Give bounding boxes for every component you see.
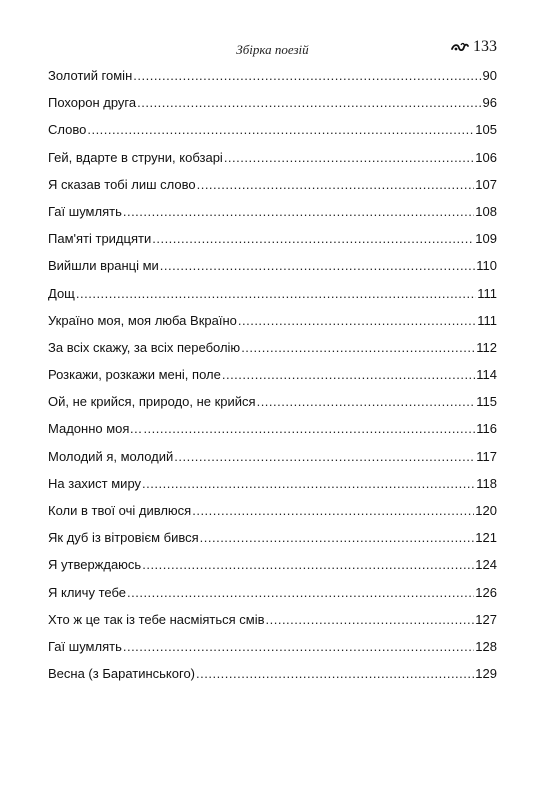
toc-entry-title: Гаї шумлять <box>48 203 122 219</box>
dot-leader <box>87 122 474 137</box>
dot-leader <box>123 204 474 219</box>
header-right <box>451 38 497 56</box>
dot-leader <box>222 367 475 382</box>
toc-entry-page: 115 <box>476 394 497 410</box>
toc-entry-title: Дощ <box>48 285 75 301</box>
toc-entry-page: 126 <box>475 584 497 600</box>
dot-leader <box>257 394 476 409</box>
toc-entry <box>48 340 497 367</box>
header-title: Збірка поезій <box>236 42 309 57</box>
toc-entry-page: 108 <box>475 203 497 219</box>
toc-entry <box>48 449 497 476</box>
toc-entry <box>48 503 497 530</box>
dot-leader <box>143 421 475 436</box>
page-number: 133 <box>473 38 497 55</box>
toc-entry <box>48 530 497 557</box>
fleuron-icon <box>451 41 469 53</box>
toc-entry-page: 111 <box>477 285 497 301</box>
dot-leader <box>152 231 474 246</box>
toc-entry-title: Гей, вдарте в струни, кобзарі <box>48 149 223 165</box>
toc-entry-page: 106 <box>475 149 497 165</box>
dot-leader <box>123 639 474 654</box>
toc-entry-page: 128 <box>475 638 497 654</box>
dot-leader <box>160 258 475 273</box>
toc-entry-title: На захист миру <box>48 475 142 491</box>
toc-entry-title: Україно моя, моя люба Вкраїно <box>48 312 237 328</box>
toc-entry-title: Молодий я, молодий <box>48 448 174 464</box>
toc-entry <box>48 204 497 231</box>
toc-entry-title: Хто ж це так із тебе насміяться смів <box>48 611 265 627</box>
toc-entry-page: 96 <box>482 95 497 111</box>
toc-entry-title: За всіх скажу, за всіх переболію <box>48 339 241 355</box>
toc-entry <box>48 394 497 421</box>
dot-leader <box>142 557 474 572</box>
toc-entry-title: Слово <box>48 122 87 138</box>
toc-entry-page: 111 <box>477 312 497 328</box>
toc-entry-page: 114 <box>476 367 497 383</box>
toc-entry <box>48 476 497 503</box>
toc-entry <box>48 150 497 177</box>
toc-entry-title: Я кличу тебе <box>48 584 126 600</box>
table-of-contents <box>48 68 497 693</box>
toc-entry-page: 109 <box>475 231 497 247</box>
toc-entry <box>48 177 497 204</box>
toc-entry <box>48 68 497 95</box>
dot-leader <box>266 612 475 627</box>
toc-entry-title: Вийшли вранці ми <box>48 258 159 274</box>
toc-entry <box>48 286 497 313</box>
toc-entry <box>48 122 497 149</box>
toc-entry-title: Гаї шумлять <box>48 638 122 654</box>
dot-leader <box>224 150 474 165</box>
toc-entry <box>48 421 497 448</box>
toc-entry-title: Весна (з Баратинського) <box>48 666 196 682</box>
toc-entry-title: Я сказав тобі лиш слово <box>48 176 196 192</box>
toc-entry-title: Як дуб із вітровієм бився <box>48 530 199 546</box>
toc-entry-page: 120 <box>475 503 497 518</box>
running-header <box>48 38 497 62</box>
toc-entry-title: Золотий гомін <box>48 68 133 83</box>
toc-entry-title: Пам'яті тридцяти <box>48 231 152 247</box>
toc-entry <box>48 367 497 394</box>
toc-entry-page: 117 <box>476 448 497 464</box>
toc-entry-title: Я утверждаюсь <box>48 557 142 573</box>
toc-entry-page: 112 <box>476 339 497 355</box>
dot-leader <box>196 666 474 681</box>
toc-entry-title: Ой, не крийся, природо, не крийся <box>48 394 256 410</box>
toc-entry-title: Мадонно моя… <box>48 421 143 437</box>
dot-leader <box>142 476 475 491</box>
toc-entry <box>48 231 497 258</box>
toc-entry-page: 121 <box>475 530 497 546</box>
toc-entry-title: Похорон друга <box>48 95 137 111</box>
dot-leader <box>238 313 476 328</box>
dot-leader <box>137 95 481 110</box>
toc-entry-page: 124 <box>475 557 497 573</box>
dot-leader <box>76 286 476 301</box>
toc-entry <box>48 612 497 639</box>
toc-entry-page: 116 <box>476 421 497 437</box>
dot-leader <box>197 177 475 192</box>
dot-leader <box>200 530 475 545</box>
toc-entry-page: 127 <box>475 611 497 627</box>
toc-entry-page: 105 <box>475 122 497 138</box>
toc-entry <box>48 258 497 285</box>
toc-entry-title: Коли в твої очі дивлюся <box>48 503 192 518</box>
toc-entry-page: 107 <box>475 176 497 192</box>
dot-leader <box>174 449 475 464</box>
toc-entry-page: 118 <box>476 475 497 491</box>
toc-entry <box>48 639 497 666</box>
toc-entry-page: 90 <box>482 68 497 83</box>
dot-leader <box>192 503 474 518</box>
toc-entry-title: Розкажи, розкажи мені, поле <box>48 367 221 383</box>
toc-entry-page: 110 <box>476 258 497 274</box>
dot-leader <box>241 340 475 355</box>
toc-entry <box>48 666 497 693</box>
dot-leader <box>127 585 474 600</box>
toc-entry <box>48 585 497 612</box>
toc-entry <box>48 313 497 340</box>
toc-entry <box>48 557 497 584</box>
dot-leader <box>133 68 481 83</box>
toc-entry-page: 129 <box>475 666 497 682</box>
toc-entry <box>48 95 497 122</box>
